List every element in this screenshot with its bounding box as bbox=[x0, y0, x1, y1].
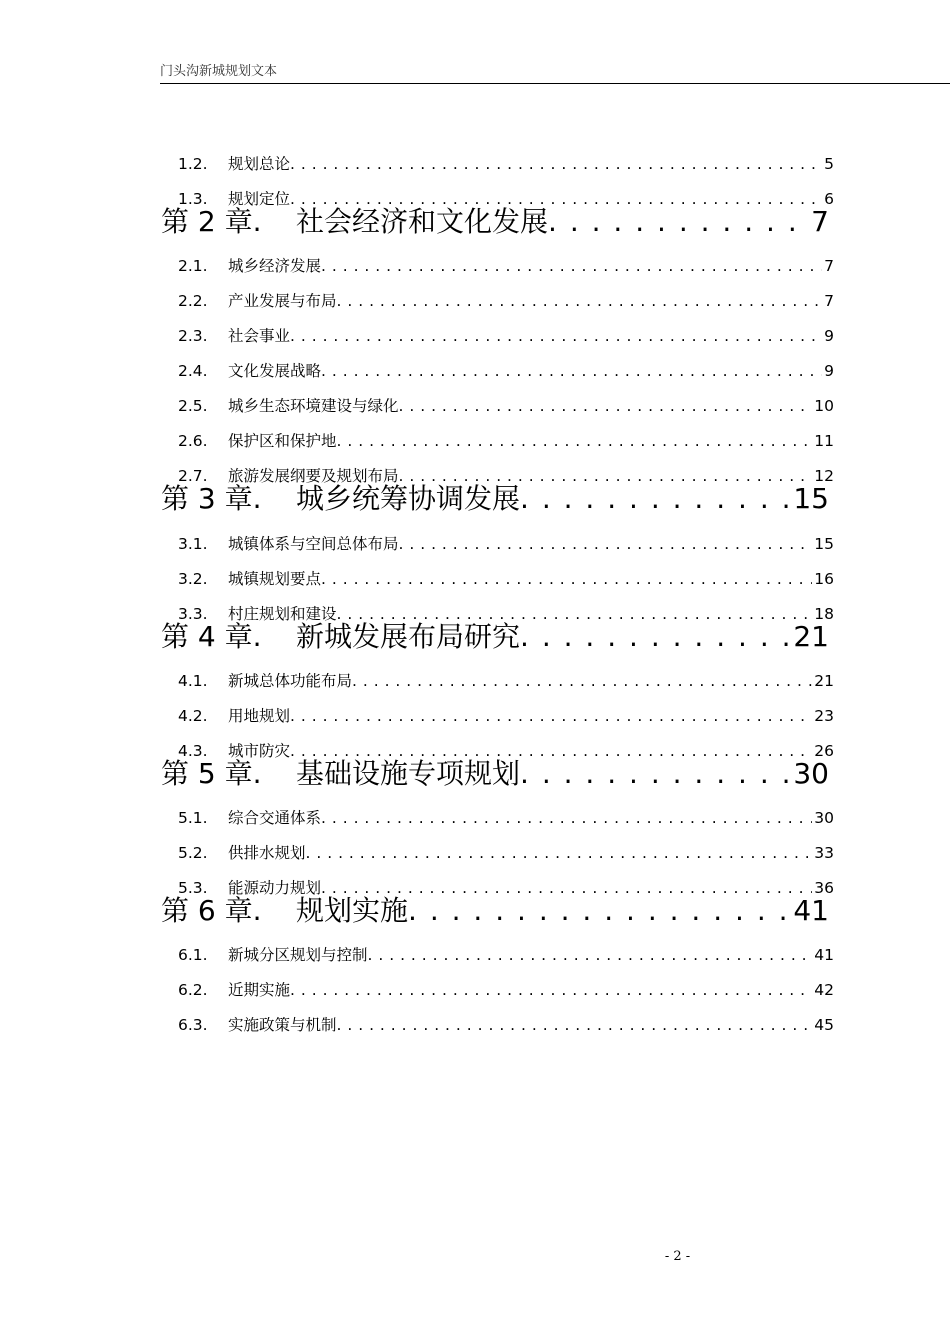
toc-entry-number: 6.3. bbox=[178, 1016, 208, 1034]
toc-entry-title: 近期实施 bbox=[228, 981, 291, 999]
toc-section-entry[interactable] bbox=[178, 290, 834, 312]
toc-entry-title: 旅游发展纲要及规划布局 bbox=[228, 467, 399, 485]
toc-entry-number: 5.3. bbox=[178, 879, 208, 897]
toc-section-entry[interactable] bbox=[178, 670, 834, 692]
toc-entry-page: 30 bbox=[793, 757, 829, 790]
toc-entry-number: 2.7. bbox=[178, 467, 208, 485]
toc-entry-number: 5.2. bbox=[178, 844, 208, 862]
toc-entry-title: 实施政策与机制 bbox=[228, 1016, 337, 1034]
page-number: - 2 - bbox=[664, 1249, 691, 1264]
toc-entry-number: 1.2. bbox=[178, 155, 208, 173]
toc-section-entry[interactable] bbox=[178, 842, 834, 864]
toc-entry-title: 城乡生态环境建设与绿化 bbox=[228, 397, 399, 415]
toc-entry-title: 社会经济和文化发展 bbox=[296, 205, 549, 238]
toc-entry-number: 6.2. bbox=[178, 981, 208, 999]
toc-entry-title: 产业发展与布局 bbox=[228, 292, 337, 310]
toc-dot-leader bbox=[337, 1014, 813, 1036]
toc-entry-page: 15 bbox=[793, 482, 829, 515]
toc-entry-number: 2.3. bbox=[178, 327, 208, 345]
toc-entry-number: 2.5. bbox=[178, 397, 208, 415]
toc-section-entry[interactable] bbox=[178, 568, 834, 590]
toc-entry-title: 城乡统筹协调发展 bbox=[296, 482, 521, 515]
toc-dot-leader bbox=[520, 481, 791, 517]
toc-entry-page: 21 bbox=[814, 672, 834, 690]
toc-entry-page: 26 bbox=[814, 742, 834, 760]
toc-chapter-entry[interactable] bbox=[161, 204, 829, 240]
toc-entry-title: 规划定位 bbox=[228, 190, 291, 208]
toc-section-entry[interactable] bbox=[178, 360, 834, 382]
toc-dot-leader bbox=[520, 756, 791, 792]
toc-dot-leader bbox=[290, 153, 822, 175]
toc-entry-title: 城镇体系与空间总体布局 bbox=[228, 535, 399, 553]
toc-entry-page: 30 bbox=[814, 809, 834, 827]
toc-dot-leader bbox=[408, 893, 791, 929]
toc-dot-leader bbox=[321, 807, 812, 829]
toc-entry-page: 41 bbox=[793, 894, 829, 927]
toc-entry-title: 用地规划 bbox=[228, 707, 291, 725]
toc-entry-number: 第 2 章. bbox=[161, 205, 262, 238]
toc-chapter-entry[interactable] bbox=[161, 893, 829, 929]
toc-section-entry[interactable] bbox=[178, 807, 834, 829]
toc-entry-page: 45 bbox=[814, 1016, 834, 1034]
toc-chapter-entry[interactable] bbox=[161, 481, 829, 517]
toc-entry-title: 规划实施 bbox=[296, 894, 409, 927]
toc-entry-number: 2.1. bbox=[178, 257, 208, 275]
toc-entry-title: 综合交通体系 bbox=[228, 809, 322, 827]
toc-entry-page: 21 bbox=[793, 620, 829, 653]
toc-entry-number: 4.1. bbox=[178, 672, 208, 690]
toc-entry-page: 7 bbox=[824, 257, 834, 275]
toc-entry-number: 第 4 章. bbox=[161, 620, 262, 653]
toc-entry-number: 第 3 章. bbox=[161, 482, 262, 515]
toc-section-entry[interactable] bbox=[178, 1014, 834, 1036]
toc-entry-page: 41 bbox=[814, 946, 834, 964]
toc-entry-page: 12 bbox=[814, 467, 834, 485]
toc-entry-number: 2.4. bbox=[178, 362, 208, 380]
toc-entry-title: 文化发展战略 bbox=[228, 362, 322, 380]
toc-entry-page: 33 bbox=[814, 844, 834, 862]
toc-dot-leader bbox=[352, 670, 812, 692]
toc-dot-leader bbox=[321, 568, 812, 590]
document-header-title: 门头沟新城规划文本 bbox=[160, 64, 278, 79]
toc-entry-number: 3.3. bbox=[178, 605, 208, 623]
toc-section-entry[interactable] bbox=[178, 430, 834, 452]
toc-entry-title: 城镇规划要点 bbox=[228, 570, 322, 588]
toc-entry-page: 7 bbox=[824, 292, 834, 310]
toc-entry-page: 36 bbox=[814, 879, 834, 897]
toc-section-entry[interactable] bbox=[178, 325, 834, 347]
toc-entry-page: 9 bbox=[824, 362, 834, 380]
toc-entry-title: 规划总论 bbox=[228, 155, 291, 173]
toc-entry-page: 42 bbox=[814, 981, 834, 999]
toc-dot-leader bbox=[548, 204, 809, 240]
toc-entry-number: 2.2. bbox=[178, 292, 208, 310]
toc-entry-page: 9 bbox=[824, 327, 834, 345]
toc-entry-page: 10 bbox=[814, 397, 834, 415]
toc-dot-leader bbox=[337, 430, 813, 452]
toc-entry-title: 城乡经济发展 bbox=[228, 257, 322, 275]
toc-entry-page: 6 bbox=[824, 190, 834, 208]
toc-dot-leader bbox=[290, 705, 812, 727]
toc-entry-title: 供排水规划 bbox=[228, 844, 306, 862]
toc-dot-leader bbox=[321, 255, 822, 277]
toc-dot-leader bbox=[368, 944, 813, 966]
toc-entry-number: 2.6. bbox=[178, 432, 208, 450]
toc-entry-number: 3.1. bbox=[178, 535, 208, 553]
toc-entry-page: 18 bbox=[814, 605, 834, 623]
toc-section-entry[interactable] bbox=[178, 395, 834, 417]
toc-entry-title: 社会事业 bbox=[228, 327, 291, 345]
toc-entry-number: 4.2. bbox=[178, 707, 208, 725]
toc-section-entry[interactable] bbox=[178, 153, 834, 175]
toc-dot-leader bbox=[337, 290, 823, 312]
toc-entry-number: 5.1. bbox=[178, 809, 208, 827]
toc-entry-number: 第 6 章. bbox=[161, 894, 262, 927]
toc-dot-leader bbox=[290, 979, 812, 1001]
toc-entry-page: 16 bbox=[814, 570, 834, 588]
toc-entry-title: 城市防灾 bbox=[228, 742, 291, 760]
toc-entry-page: 15 bbox=[814, 535, 834, 553]
toc-dot-leader bbox=[321, 360, 822, 382]
toc-entry-title: 新城分区规划与控制 bbox=[228, 946, 368, 964]
toc-dot-leader bbox=[399, 395, 813, 417]
toc-entry-page: 23 bbox=[814, 707, 834, 725]
toc-entry-number: 3.2. bbox=[178, 570, 208, 588]
toc-entry-number: 1.3. bbox=[178, 190, 208, 208]
toc-entry-title: 能源动力规划 bbox=[228, 879, 322, 897]
toc-section-entry[interactable] bbox=[178, 944, 834, 966]
toc-dot-leader bbox=[290, 325, 822, 347]
toc-entry-title: 新城总体功能布局 bbox=[228, 672, 353, 690]
toc-dot-leader bbox=[399, 533, 813, 555]
toc-entry-number: 6.1. bbox=[178, 946, 208, 964]
toc-entry-page: 7 bbox=[811, 205, 829, 238]
toc-section-entry[interactable] bbox=[178, 533, 834, 555]
toc-entry-number: 第 5 章. bbox=[161, 757, 262, 790]
toc-section-entry[interactable] bbox=[178, 705, 834, 727]
toc-entry-title: 保护区和保护地 bbox=[228, 432, 337, 450]
toc-section-entry[interactable] bbox=[178, 255, 834, 277]
toc-chapter-entry[interactable] bbox=[161, 619, 829, 655]
toc-entry-number: 4.3. bbox=[178, 742, 208, 760]
toc-entry-page: 5 bbox=[824, 155, 834, 173]
toc-section-entry[interactable] bbox=[178, 979, 834, 1001]
toc-dot-leader bbox=[306, 842, 813, 864]
toc-chapter-entry[interactable] bbox=[161, 756, 829, 792]
toc-entry-title: 新城发展布局研究 bbox=[296, 620, 521, 653]
toc-entry-title: 基础设施专项规划 bbox=[296, 757, 521, 790]
toc-dot-leader bbox=[520, 619, 791, 655]
toc-entry-page: 11 bbox=[814, 432, 834, 450]
toc-entry-title: 村庄规划和建设 bbox=[228, 605, 337, 623]
